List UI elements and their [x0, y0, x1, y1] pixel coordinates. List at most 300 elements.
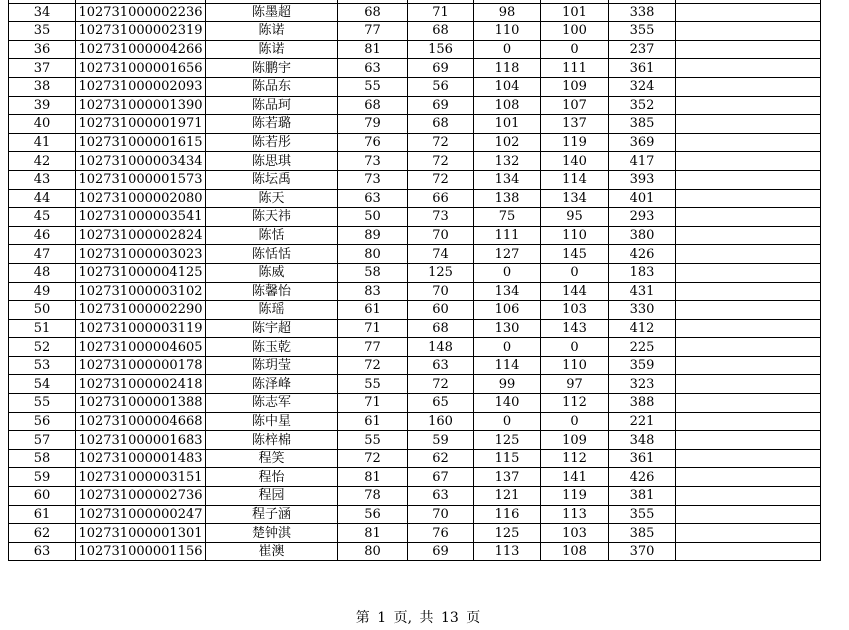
student-name: 崔澳 — [206, 542, 338, 561]
table-row — [9, 356, 821, 375]
total-score: 330 — [609, 301, 676, 320]
total-score: 355 — [609, 505, 676, 524]
student-id: 102731000003119 — [76, 319, 206, 338]
total-score: 221 — [609, 412, 676, 431]
score-2: 68 — [408, 319, 474, 338]
remarks — [676, 338, 821, 357]
table-row — [9, 152, 821, 171]
score-4: 112 — [541, 449, 609, 468]
table-row — [9, 59, 821, 78]
score-2: 67 — [408, 468, 474, 487]
student-name: 陈天祎 — [206, 208, 338, 227]
student-name: 程园 — [206, 487, 338, 506]
score-1: 83 — [338, 282, 408, 301]
score-1: 77 — [338, 338, 408, 357]
table-row — [9, 115, 821, 134]
student-name: 陈恬 — [206, 226, 338, 245]
score-3: 113 — [474, 542, 541, 561]
score-1: 58 — [338, 263, 408, 282]
score-3: 132 — [474, 152, 541, 171]
score-1: 68 — [338, 3, 408, 22]
total-score: 293 — [609, 208, 676, 227]
score-4: 141 — [541, 468, 609, 487]
student-id: 102731000001615 — [76, 133, 206, 152]
row-number: 60 — [9, 487, 76, 506]
score-4: 103 — [541, 301, 609, 320]
score-1: 55 — [338, 77, 408, 96]
table-row — [9, 189, 821, 208]
table-row — [9, 394, 821, 413]
student-name: 陈泽峰 — [206, 375, 338, 394]
score-3: 75 — [474, 208, 541, 227]
score-3: 118 — [474, 59, 541, 78]
total-score: 324 — [609, 77, 676, 96]
table-row — [9, 208, 821, 227]
score-3: 111 — [474, 226, 541, 245]
row-number: 62 — [9, 524, 76, 543]
score-3: 0 — [474, 412, 541, 431]
student-name: 陈品东 — [206, 77, 338, 96]
score-1: 77 — [338, 22, 408, 41]
score-3: 121 — [474, 487, 541, 506]
score-2: 62 — [408, 449, 474, 468]
student-name: 程笑 — [206, 449, 338, 468]
table-row — [9, 301, 821, 320]
score-1: 76 — [338, 133, 408, 152]
score-4: 0 — [541, 263, 609, 282]
remarks — [676, 412, 821, 431]
table-row — [9, 505, 821, 524]
remarks — [676, 356, 821, 375]
student-name: 陈墨超 — [206, 3, 338, 22]
score-4: 145 — [541, 245, 609, 264]
student-id: 102731000002080 — [76, 189, 206, 208]
score-1: 71 — [338, 319, 408, 338]
student-id: 102731000001390 — [76, 96, 206, 115]
score-2: 72 — [408, 152, 474, 171]
score-1: 68 — [338, 96, 408, 115]
student-id: 102731000001573 — [76, 170, 206, 189]
remarks — [676, 282, 821, 301]
total-score: 183 — [609, 263, 676, 282]
student-name: 陈思琪 — [206, 152, 338, 171]
total-score: 361 — [609, 59, 676, 78]
score-4: 101 — [541, 3, 609, 22]
student-id: 102731000003434 — [76, 152, 206, 171]
student-id: 102731000001971 — [76, 115, 206, 134]
table-row — [9, 542, 821, 561]
student-name: 陈天 — [206, 189, 338, 208]
score-2: 69 — [408, 542, 474, 561]
score-1: 71 — [338, 394, 408, 413]
remarks — [676, 542, 821, 561]
score-3: 101 — [474, 115, 541, 134]
total-score: 348 — [609, 431, 676, 450]
score-2: 63 — [408, 487, 474, 506]
student-name: 程子涵 — [206, 505, 338, 524]
score-2: 160 — [408, 412, 474, 431]
row-number: 45 — [9, 208, 76, 227]
score-3: 140 — [474, 394, 541, 413]
student-name: 陈瑶 — [206, 301, 338, 320]
student-id: 102731000003102 — [76, 282, 206, 301]
table-row — [9, 3, 821, 22]
score-3: 0 — [474, 338, 541, 357]
row-number: 59 — [9, 468, 76, 487]
remarks — [676, 505, 821, 524]
remarks — [676, 301, 821, 320]
score-3: 104 — [474, 77, 541, 96]
score-4: 97 — [541, 375, 609, 394]
row-number: 58 — [9, 449, 76, 468]
student-name: 陈鹏宇 — [206, 59, 338, 78]
table-row — [9, 263, 821, 282]
score-1: 73 — [338, 170, 408, 189]
student-id: 102731000004668 — [76, 412, 206, 431]
student-name: 陈品珂 — [206, 96, 338, 115]
table-row — [9, 524, 821, 543]
remarks — [676, 133, 821, 152]
score-2: 60 — [408, 301, 474, 320]
student-name: 程怡 — [206, 468, 338, 487]
student-id: 102731000001156 — [76, 542, 206, 561]
score-2: 68 — [408, 22, 474, 41]
score-2: 156 — [408, 40, 474, 59]
score-3: 134 — [474, 282, 541, 301]
remarks — [676, 263, 821, 282]
student-name: 陈若璐 — [206, 115, 338, 134]
score-4: 0 — [541, 338, 609, 357]
student-name: 陈玥莹 — [206, 356, 338, 375]
score-1: 55 — [338, 431, 408, 450]
student-id: 102731000002093 — [76, 77, 206, 96]
student-id: 102731000002290 — [76, 301, 206, 320]
score-2: 69 — [408, 59, 474, 78]
remarks — [676, 375, 821, 394]
score-1: 56 — [338, 505, 408, 524]
total-score: 381 — [609, 487, 676, 506]
score-2: 74 — [408, 245, 474, 264]
score-3: 0 — [474, 263, 541, 282]
table-row — [9, 226, 821, 245]
total-score: 225 — [609, 338, 676, 357]
remarks — [676, 431, 821, 450]
table-row — [9, 468, 821, 487]
student-id: 102731000001301 — [76, 524, 206, 543]
student-name: 陈志军 — [206, 394, 338, 413]
student-id: 102731000003023 — [76, 245, 206, 264]
student-id: 102731000002319 — [76, 22, 206, 41]
score-2: 70 — [408, 505, 474, 524]
table-row — [9, 22, 821, 41]
remarks — [676, 152, 821, 171]
row-number: 36 — [9, 40, 76, 59]
student-id: 102731000001388 — [76, 394, 206, 413]
total-score: 237 — [609, 40, 676, 59]
table-row — [9, 40, 821, 59]
table-row — [9, 431, 821, 450]
total-score: 338 — [609, 3, 676, 22]
total-score: 323 — [609, 375, 676, 394]
score-2: 72 — [408, 375, 474, 394]
total-score: 380 — [609, 226, 676, 245]
score-3: 98 — [474, 3, 541, 22]
row-number: 43 — [9, 170, 76, 189]
score-1: 81 — [338, 40, 408, 59]
table-row — [9, 245, 821, 264]
score-4: 144 — [541, 282, 609, 301]
total-score: 352 — [609, 96, 676, 115]
total-score: 359 — [609, 356, 676, 375]
score-3: 115 — [474, 449, 541, 468]
score-4: 143 — [541, 319, 609, 338]
student-id: 102731000004266 — [76, 40, 206, 59]
score-4: 107 — [541, 96, 609, 115]
score-2: 63 — [408, 356, 474, 375]
table-row — [9, 170, 821, 189]
row-number: 46 — [9, 226, 76, 245]
score-3: 125 — [474, 524, 541, 543]
score-1: 61 — [338, 412, 408, 431]
score-2: 65 — [408, 394, 474, 413]
row-number: 52 — [9, 338, 76, 357]
score-table — [8, 0, 821, 561]
score-4: 0 — [541, 412, 609, 431]
row-number: 50 — [9, 301, 76, 320]
score-2: 73 — [408, 208, 474, 227]
score-4: 0 — [541, 40, 609, 59]
score-1: 81 — [338, 524, 408, 543]
row-number: 38 — [9, 77, 76, 96]
score-1: 79 — [338, 115, 408, 134]
score-4: 137 — [541, 115, 609, 134]
table-row — [9, 282, 821, 301]
student-id: 102731000004605 — [76, 338, 206, 357]
score-4: 100 — [541, 22, 609, 41]
row-number: 40 — [9, 115, 76, 134]
score-3: 108 — [474, 96, 541, 115]
remarks — [676, 394, 821, 413]
row-number: 55 — [9, 394, 76, 413]
row-number: 47 — [9, 245, 76, 264]
score-1: 80 — [338, 542, 408, 561]
remarks — [676, 208, 821, 227]
remarks — [676, 22, 821, 41]
score-2: 69 — [408, 96, 474, 115]
student-id: 102731000001483 — [76, 449, 206, 468]
table-row — [9, 487, 821, 506]
student-name: 陈诺 — [206, 22, 338, 41]
table-row — [9, 133, 821, 152]
score-1: 55 — [338, 375, 408, 394]
remarks — [676, 226, 821, 245]
student-name: 陈中星 — [206, 412, 338, 431]
row-number: 53 — [9, 356, 76, 375]
score-4: 113 — [541, 505, 609, 524]
remarks — [676, 319, 821, 338]
table-row — [9, 319, 821, 338]
table-row — [9, 449, 821, 468]
student-id: 102731000002824 — [76, 226, 206, 245]
row-number: 37 — [9, 59, 76, 78]
row-number: 54 — [9, 375, 76, 394]
student-name: 陈馨怡 — [206, 282, 338, 301]
score-3: 125 — [474, 431, 541, 450]
remarks — [676, 449, 821, 468]
score-3: 0 — [474, 40, 541, 59]
row-number: 61 — [9, 505, 76, 524]
score-3: 130 — [474, 319, 541, 338]
score-3: 114 — [474, 356, 541, 375]
table-row — [9, 338, 821, 357]
student-name: 陈梓棉 — [206, 431, 338, 450]
student-id: 102731000002418 — [76, 375, 206, 394]
score-4: 110 — [541, 356, 609, 375]
row-number: 41 — [9, 133, 76, 152]
page-footer: 第 1 页, 共 13 页 — [355, 610, 481, 626]
total-score: 385 — [609, 115, 676, 134]
score-3: 99 — [474, 375, 541, 394]
student-id: 102731000001683 — [76, 431, 206, 450]
score-2: 71 — [408, 3, 474, 22]
remarks — [676, 245, 821, 264]
remarks — [676, 487, 821, 506]
student-id: 102731000002736 — [76, 487, 206, 506]
student-id: 102731000004125 — [76, 263, 206, 282]
student-name: 陈宇超 — [206, 319, 338, 338]
student-name: 陈威 — [206, 263, 338, 282]
score-1: 81 — [338, 468, 408, 487]
score-2: 70 — [408, 282, 474, 301]
score-1: 72 — [338, 449, 408, 468]
row-number: 44 — [9, 189, 76, 208]
score-4: 119 — [541, 487, 609, 506]
remarks — [676, 77, 821, 96]
row-number: 57 — [9, 431, 76, 450]
score-4: 103 — [541, 524, 609, 543]
score-2: 66 — [408, 189, 474, 208]
score-3: 116 — [474, 505, 541, 524]
remarks — [676, 524, 821, 543]
row-number: 56 — [9, 412, 76, 431]
student-name: 陈若彤 — [206, 133, 338, 152]
score-2: 59 — [408, 431, 474, 450]
student-id: 102731000003151 — [76, 468, 206, 487]
score-2: 56 — [408, 77, 474, 96]
total-score: 431 — [609, 282, 676, 301]
row-number: 39 — [9, 96, 76, 115]
score-3: 110 — [474, 22, 541, 41]
row-number: 49 — [9, 282, 76, 301]
total-score: 369 — [609, 133, 676, 152]
remarks — [676, 468, 821, 487]
score-4: 109 — [541, 77, 609, 96]
table-row — [9, 96, 821, 115]
remarks — [676, 96, 821, 115]
row-number: 51 — [9, 319, 76, 338]
total-score: 393 — [609, 170, 676, 189]
student-id: 102731000001656 — [76, 59, 206, 78]
table-row — [9, 77, 821, 96]
score-4: 119 — [541, 133, 609, 152]
row-number: 48 — [9, 263, 76, 282]
table-row — [9, 375, 821, 394]
student-name: 楚钟淇 — [206, 524, 338, 543]
score-1: 78 — [338, 487, 408, 506]
remarks — [676, 189, 821, 208]
student-name: 陈恬恬 — [206, 245, 338, 264]
remarks — [676, 3, 821, 22]
total-score: 385 — [609, 524, 676, 543]
score-2: 72 — [408, 170, 474, 189]
remarks — [676, 59, 821, 78]
score-4: 134 — [541, 189, 609, 208]
score-2: 68 — [408, 115, 474, 134]
score-3: 102 — [474, 133, 541, 152]
table-row — [9, 412, 821, 431]
score-1: 72 — [338, 356, 408, 375]
row-number: 63 — [9, 542, 76, 561]
score-2: 72 — [408, 133, 474, 152]
score-4: 95 — [541, 208, 609, 227]
row-number: 35 — [9, 22, 76, 41]
remarks — [676, 170, 821, 189]
student-name: 陈诺 — [206, 40, 338, 59]
score-4: 114 — [541, 170, 609, 189]
score-4: 140 — [541, 152, 609, 171]
score-3: 127 — [474, 245, 541, 264]
row-number: 34 — [9, 3, 76, 22]
score-2: 70 — [408, 226, 474, 245]
score-1: 63 — [338, 189, 408, 208]
total-score: 426 — [609, 245, 676, 264]
score-4: 112 — [541, 394, 609, 413]
total-score: 388 — [609, 394, 676, 413]
total-score: 401 — [609, 189, 676, 208]
remarks — [676, 40, 821, 59]
score-1: 61 — [338, 301, 408, 320]
score-3: 106 — [474, 301, 541, 320]
student-id: 102731000002236 — [76, 3, 206, 22]
total-score: 412 — [609, 319, 676, 338]
score-2: 148 — [408, 338, 474, 357]
score-3: 137 — [474, 468, 541, 487]
total-score: 361 — [609, 449, 676, 468]
score-3: 134 — [474, 170, 541, 189]
student-id: 102731000003541 — [76, 208, 206, 227]
total-score: 355 — [609, 22, 676, 41]
student-name: 陈玉乾 — [206, 338, 338, 357]
score-2: 76 — [408, 524, 474, 543]
student-id: 102731000000178 — [76, 356, 206, 375]
score-4: 111 — [541, 59, 609, 78]
student-id: 102731000000247 — [76, 505, 206, 524]
score-4: 110 — [541, 226, 609, 245]
score-2: 125 — [408, 263, 474, 282]
score-1: 80 — [338, 245, 408, 264]
score-4: 109 — [541, 431, 609, 450]
score-4: 108 — [541, 542, 609, 561]
score-1: 73 — [338, 152, 408, 171]
score-1: 50 — [338, 208, 408, 227]
score-1: 63 — [338, 59, 408, 78]
score-1: 89 — [338, 226, 408, 245]
score-3: 138 — [474, 189, 541, 208]
student-name: 陈坛禹 — [206, 170, 338, 189]
remarks — [676, 115, 821, 134]
total-score: 370 — [609, 542, 676, 561]
row-number: 42 — [9, 152, 76, 171]
